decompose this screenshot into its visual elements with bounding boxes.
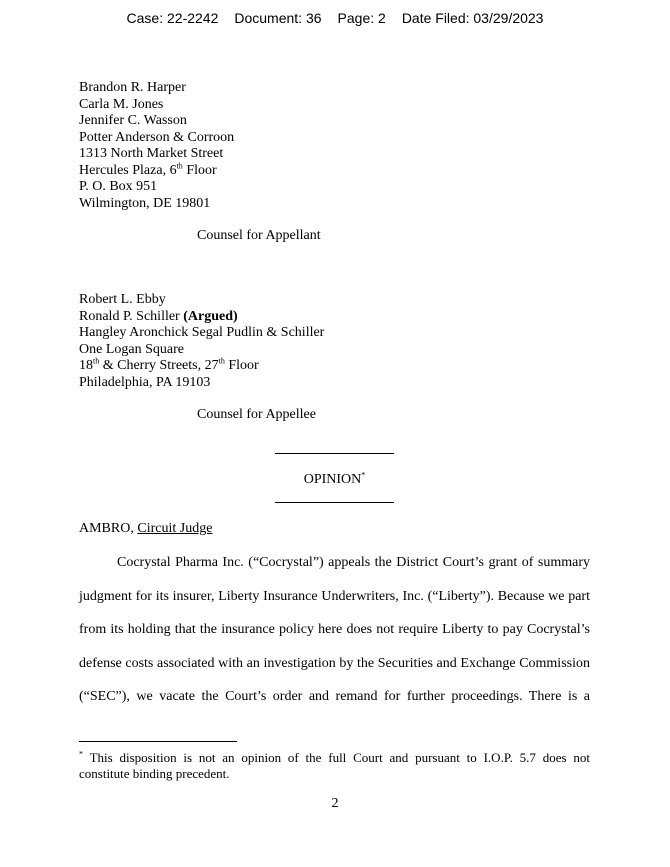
appellant-role: Counsel for Appellant	[197, 228, 321, 243]
footnote-separator	[79, 741, 237, 742]
counsel-line-argued: Ronald P. Schiller (Argued)	[79, 308, 238, 324]
footnote-ref: *	[361, 470, 366, 480]
appellee-counsel-block	[79, 292, 324, 391]
opinion-title: OPINION*	[303, 470, 366, 487]
footnote-line: constitute binding precedent.	[79, 766, 230, 781]
argued-label: (Argued)	[183, 308, 238, 324]
case-number: Case: 22-2242	[126, 10, 219, 26]
divider-top	[275, 453, 394, 454]
date-filed: Date Filed: 03/29/2023	[401, 10, 544, 26]
city-line: Philadelphia, PA 19103	[79, 374, 211, 390]
footnote	[79, 750, 590, 782]
footnote-line: * This disposition is not an opinion of the full Court and pursuant to I.O.P. 5.7 does not	[79, 749, 590, 765]
counsel-line: Carla M. Jones	[79, 96, 164, 112]
address-line: One Logan Square	[79, 341, 184, 357]
header-page-number: Page: 2	[337, 10, 386, 26]
paragraph-line: defense costs associated with an investigation by the Securities and Exchange Commission	[79, 655, 590, 671]
document-number: Document: 36	[234, 10, 322, 26]
paragraph-line: (“SEC”), we vacate the Court’s order and remand for further proceedings. There is a	[79, 689, 590, 704]
opinion-paragraph	[79, 554, 590, 722]
paragraph-line: judgment for its insurer, Liberty Insurance Underwriters, Inc. (“Liberty”). Because we part	[79, 588, 590, 604]
appellee-role: Counsel for Appellee	[197, 407, 316, 422]
appellant-counsel-block	[79, 80, 234, 212]
firm-name: Potter Anderson & Corroon	[79, 129, 235, 145]
judge-title: Circuit Judge	[137, 521, 213, 536]
address-line: 1313 North Market Street	[79, 146, 224, 161]
counsel-line: Robert L. Ebby	[79, 292, 166, 307]
firm-name: Hangley Aronchick Segal Pudlin & Schiller	[79, 325, 325, 340]
counsel-line: Jennifer C. Wasson	[79, 113, 187, 128]
page-number: 2	[331, 796, 339, 811]
street-line: 18th & Cherry Streets, 27th Floor	[79, 356, 259, 373]
footnote-mark: *	[79, 749, 83, 759]
paragraph-line: from its holding that the insurance policy here does not require Liberty to pay Cocrystal’s	[79, 622, 590, 637]
case-header	[0, 9, 670, 27]
po-box-line: P. O. Box 951	[79, 179, 158, 194]
counsel-line: Brandon R. Harper	[79, 80, 186, 95]
city-line: Wilmington, DE 19801	[79, 195, 211, 211]
judge-line: AMBRO, Circuit Judge	[79, 521, 213, 536]
paragraph-line: Cocrystal Pharma Inc. (“Cocrystal”) appeals the District Court’s grant of summary	[117, 555, 590, 570]
floor-line: Hercules Plaza, 6th Floor	[79, 160, 217, 178]
divider-bottom	[275, 502, 394, 503]
